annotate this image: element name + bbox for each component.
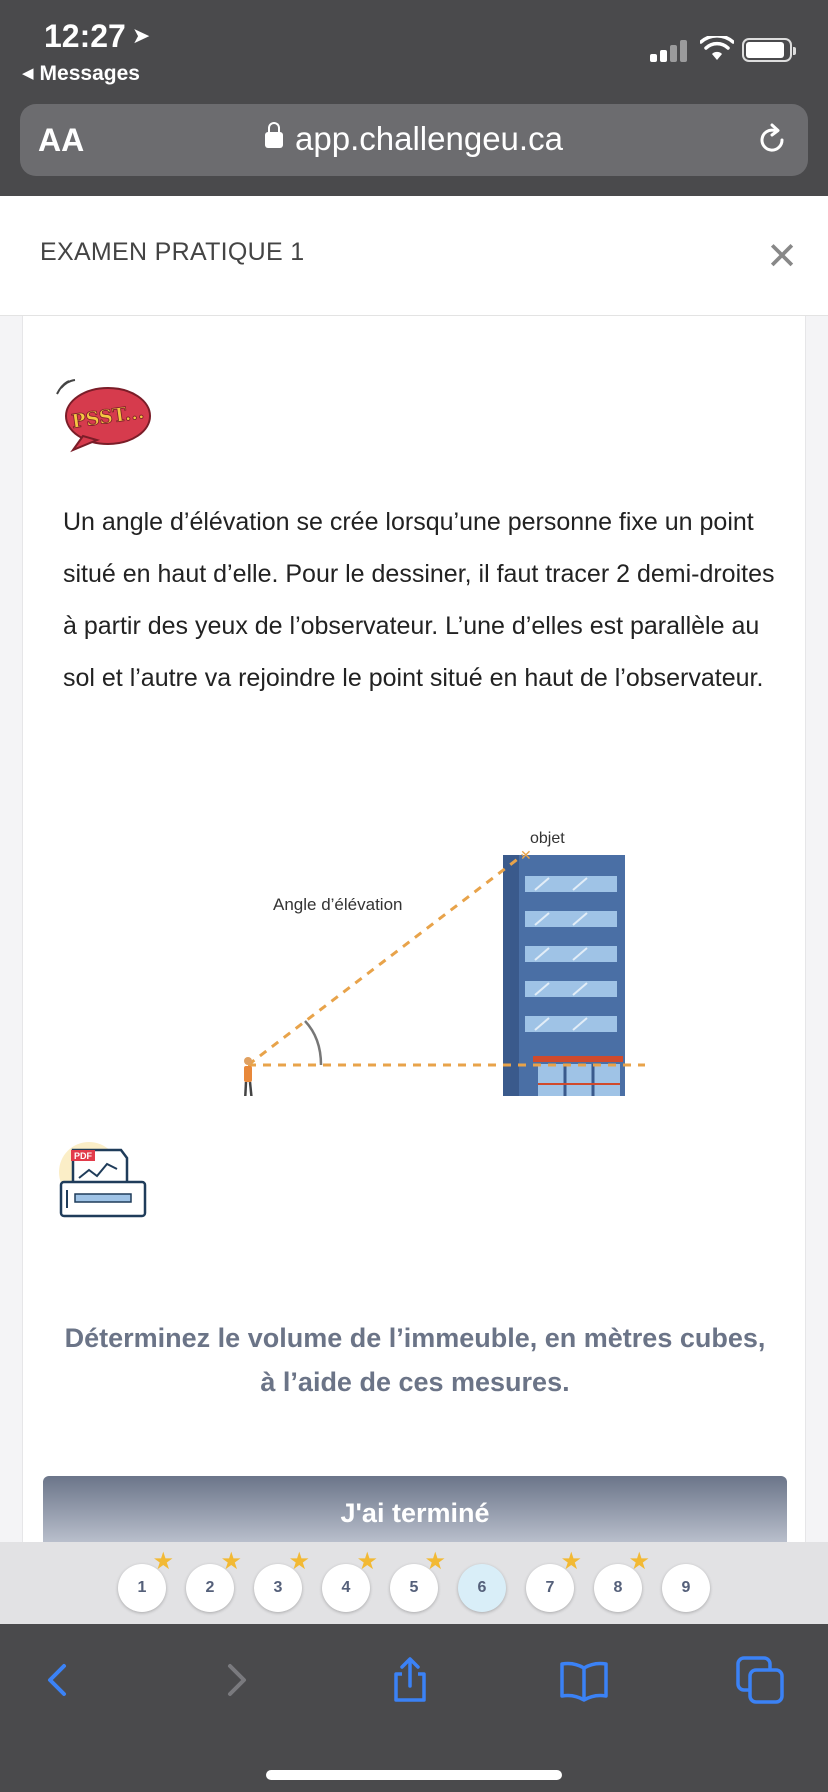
angle-label: Angle d’élévation <box>273 895 403 914</box>
bookmarks-icon[interactable] <box>558 1654 610 1706</box>
pdf-badge: PDF <box>74 1151 92 1161</box>
page-dot-9[interactable]: 9 <box>662 1564 710 1612</box>
back-to-messages[interactable]: ◀ Messages <box>22 62 140 85</box>
done-button[interactable]: J'ai terminé <box>43 1476 787 1542</box>
star-icon: ★ <box>560 1548 582 1575</box>
question-text: Déterminez le volume de l’immeuble, en mètres cubes, à l’aide de ces mesures. <box>64 1323 766 1397</box>
tabs-icon[interactable] <box>734 1654 786 1706</box>
wifi-icon <box>700 36 734 62</box>
content-area[interactable] <box>0 316 828 1542</box>
object-label: objet <box>530 830 565 847</box>
star-icon: ★ <box>424 1548 446 1575</box>
address-bar[interactable] <box>20 104 808 176</box>
battery-icon <box>742 38 792 62</box>
page-dot-2[interactable]: 2 ★ <box>186 1564 234 1612</box>
back-icon[interactable] <box>32 1654 84 1706</box>
explanation-paragraph: Un angle d’élévation se crée lorsqu’une personne fixe un point situé en haut d’elle. Pour le dessiner, il faut tracer 2 demi-droites à partir des yeux de l’observateur. L’une d’elles est parallèle au sol et l’autre va rejoindre le point situé en haut de l’observateur. <box>63 508 775 692</box>
star-icon: ★ <box>288 1548 310 1575</box>
page-dot-8[interactable]: 8 ★ <box>594 1564 642 1612</box>
lock-icon <box>265 132 283 148</box>
reload-icon[interactable] <box>754 122 790 158</box>
back-triangle-icon: ◀ <box>22 65 34 82</box>
clock: 12:27 ➤ <box>44 18 151 54</box>
psst-text: PSST... <box>70 401 146 433</box>
close-icon[interactable]: ✕ <box>766 236 798 278</box>
page-title: EXAMEN PRATIQUE 1 <box>40 238 305 266</box>
location-arrow-icon: ➤ <box>131 23 151 48</box>
star-icon: ★ <box>152 1548 174 1575</box>
star-icon: ★ <box>628 1548 650 1575</box>
page-dot-4[interactable]: 4 ★ <box>322 1564 370 1612</box>
home-indicator[interactable] <box>266 1770 562 1780</box>
status-bar <box>0 0 828 96</box>
pdf-print-icon[interactable] <box>53 1136 153 1226</box>
star-icon: ★ <box>356 1548 378 1575</box>
psst-bubble-icon <box>53 378 163 454</box>
page-dot-5[interactable]: 5 ★ <box>390 1564 438 1612</box>
forward-icon[interactable] <box>210 1654 262 1706</box>
page-dot-7[interactable]: 7 ★ <box>526 1564 574 1612</box>
svg-text:✕: ✕ <box>520 848 532 864</box>
share-icon[interactable] <box>384 1654 436 1706</box>
browser-toolbar <box>0 1624 828 1792</box>
elevation-angle-diagram <box>203 796 663 1096</box>
page-dot-3[interactable]: 3 ★ <box>254 1564 302 1612</box>
star-icon: ★ <box>220 1548 242 1575</box>
page-dot-1[interactable]: 1 ★ <box>118 1564 166 1612</box>
url-field[interactable]: app.challengeu.ca <box>20 120 808 158</box>
exam-header <box>0 196 828 316</box>
page-dot-6[interactable]: 6 <box>458 1564 506 1612</box>
cellular-signal-icon <box>650 38 690 62</box>
question-card <box>22 316 806 1542</box>
reader-options-button[interactable]: AA <box>38 122 85 158</box>
question-pager <box>0 1542 828 1624</box>
